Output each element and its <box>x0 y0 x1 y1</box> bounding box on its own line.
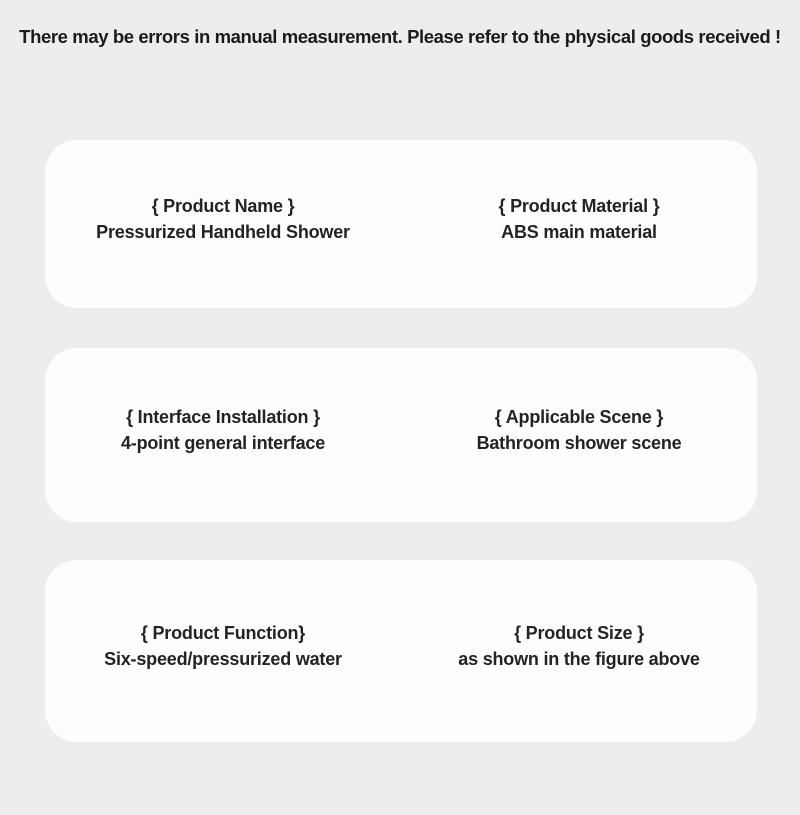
spec-value-product-material: ABS main material <box>501 222 657 242</box>
spec-card-name-material <box>45 140 757 308</box>
spec-card-function-size <box>45 560 757 742</box>
spec-card-interface-scene <box>45 348 757 522</box>
spec-applicable-scene <box>401 404 757 466</box>
spec-product-function <box>45 620 401 682</box>
spec-title-product-name: { Product Name } <box>151 196 295 216</box>
spec-value-product-size: as shown in the figure above <box>458 649 700 669</box>
spec-product-size <box>401 620 757 682</box>
spec-interface-installation <box>45 404 401 466</box>
spec-title-product-function: { Product Function} <box>140 623 306 643</box>
measurement-disclaimer-text: There may be errors in manual measurement. Please refer to the physical goods received ! <box>19 26 781 47</box>
spec-value-product-name: Pressurized Handheld Shower <box>96 222 350 242</box>
spec-product-name <box>45 193 401 255</box>
spec-title-product-size: { Product Size } <box>514 623 644 643</box>
spec-title-applicable-scene: { Applicable Scene } <box>494 407 664 427</box>
spec-value-applicable-scene: Bathroom shower scene <box>476 433 682 453</box>
spec-product-material <box>401 193 757 255</box>
spec-value-product-function: Six-speed/pressurized water <box>104 649 342 669</box>
spec-title-product-material: { Product Material } <box>498 196 660 216</box>
spec-title-interface-installation: { Interface Installation } <box>126 407 320 427</box>
spec-value-interface-installation: 4-point general interface <box>120 433 326 453</box>
